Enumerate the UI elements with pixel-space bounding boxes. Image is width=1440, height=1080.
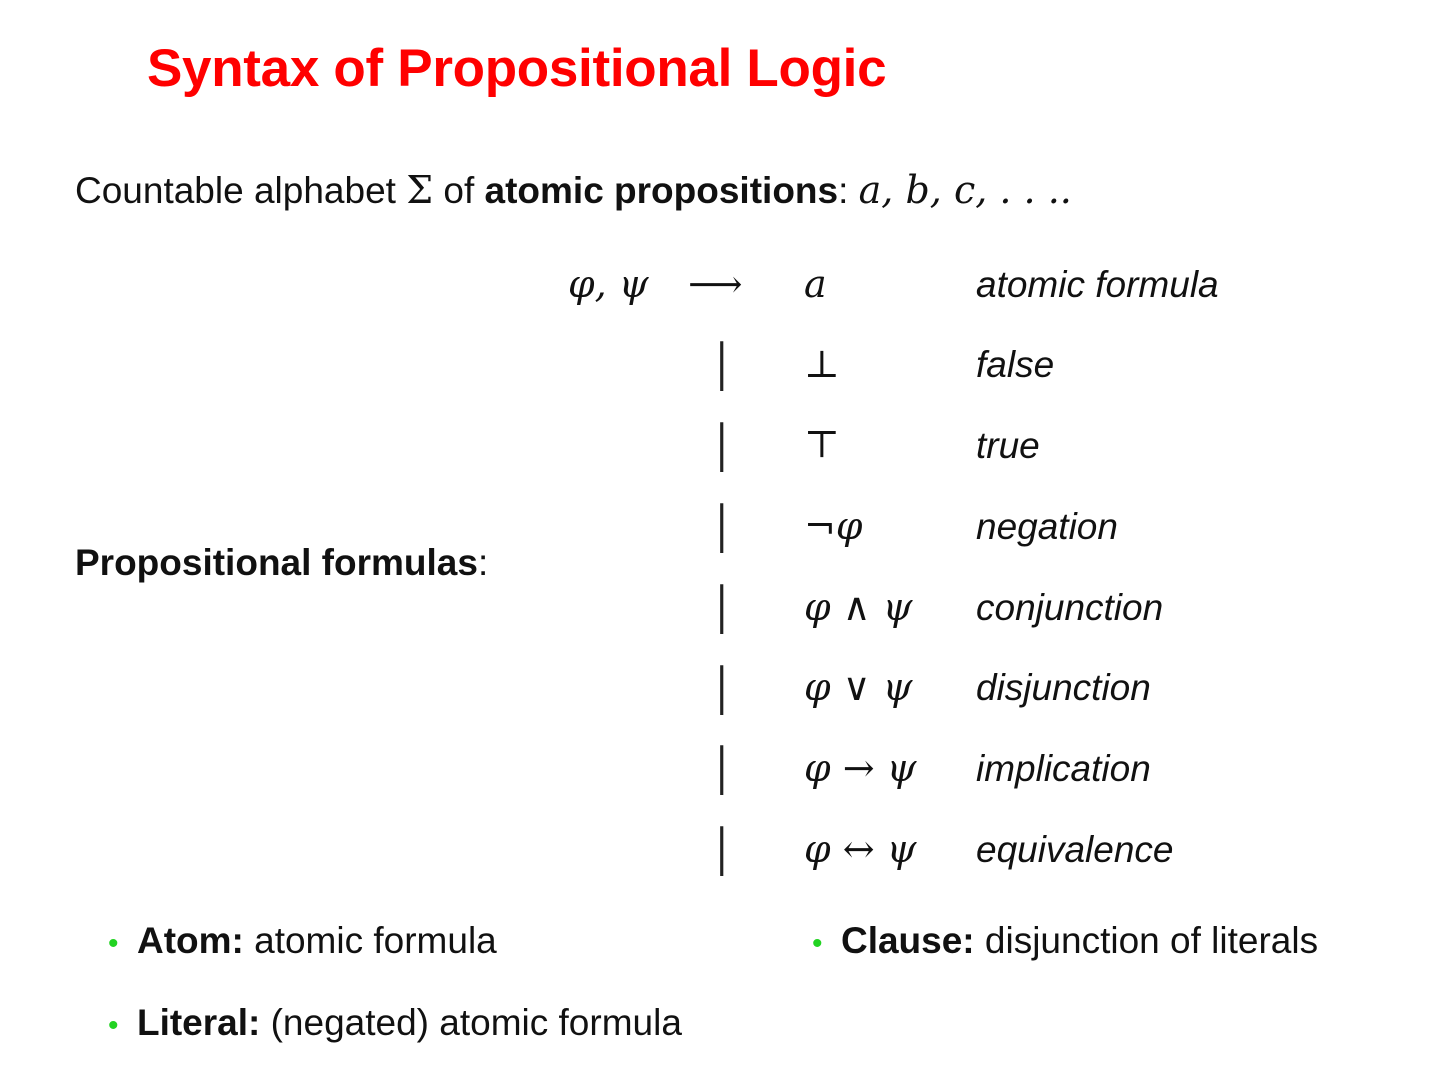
grammar-rule-desc: atomic formula — [976, 264, 1219, 305]
bullet-icon: • — [108, 927, 119, 960]
grammar-bar: | — [715, 819, 729, 877]
grammar-rule-rhs: a — [804, 262, 827, 306]
grammar-arrow: ⟶ — [688, 262, 743, 306]
formulas-label-colon: : — [477, 542, 489, 583]
bullet-definition: (negated) atomic formula — [260, 1002, 682, 1043]
grammar-rule-rhs: φ → ψ — [804, 746, 917, 790]
bullet-item-literal — [108, 1002, 682, 1044]
grammar-rule-desc: implication — [976, 748, 1151, 789]
grammar-bar: | — [715, 658, 729, 716]
sigma-symbol: Σ — [406, 168, 434, 212]
bullet-icon: • — [812, 927, 823, 960]
bullet-term: Literal: — [136, 1002, 261, 1043]
grammar-rule-rhs: φ ↔ ψ — [804, 827, 917, 871]
grammar-rule-desc: false — [976, 344, 1055, 385]
grammar-rule-desc: equivalence — [976, 829, 1174, 870]
grammar-rule-rhs: ⊥ — [804, 342, 840, 386]
slide-title: Syntax of Propositional Logic — [147, 39, 887, 98]
bullet-term: Atom: — [136, 920, 244, 961]
bullet-text — [137, 1002, 682, 1043]
grammar-bar: | — [715, 577, 729, 635]
alphabet-prefix: Countable alphabet — [75, 170, 396, 211]
grammar-rule-desc: negation — [976, 506, 1118, 547]
bullet-definition: disjunction of literals — [974, 920, 1319, 961]
grammar-rule-desc: true — [976, 425, 1040, 466]
alphabet-definition — [75, 168, 1072, 212]
grammar-rule-rhs: ⊤ — [804, 422, 840, 466]
grammar-rule-desc: conjunction — [976, 587, 1164, 628]
grammar-rule-rhs: ¬φ — [804, 504, 863, 548]
grammar-lhs: φ, ψ — [568, 262, 649, 306]
formulas-label — [75, 542, 488, 584]
grammar-rule-desc: disjunction — [976, 667, 1151, 708]
bullet-text — [841, 920, 1318, 961]
alphabet-of: of — [443, 170, 475, 211]
atomic-propositions-term: atomic propositions — [484, 170, 839, 211]
bullet-item-atom — [108, 920, 497, 962]
grammar-bar: | — [715, 415, 729, 473]
formulas-label-term: Propositional formulas — [75, 542, 478, 583]
grammar-rule-rhs: φ ∧ ψ — [804, 585, 913, 629]
grammar-rule-rhs: φ ∨ ψ — [804, 665, 913, 709]
bullet-icon: • — [108, 1009, 119, 1042]
atom-symbols: a, b, c, . . .. — [858, 168, 1072, 212]
grammar-bar: | — [715, 334, 729, 392]
bullet-definition: atomic formula — [243, 920, 497, 961]
alphabet-colon: : — [838, 170, 849, 211]
grammar-bar: | — [715, 496, 729, 554]
bullet-item-clause — [812, 920, 1318, 962]
bullet-text — [137, 920, 497, 961]
bullet-term: Clause: — [840, 920, 975, 961]
grammar-bar: | — [715, 738, 729, 796]
